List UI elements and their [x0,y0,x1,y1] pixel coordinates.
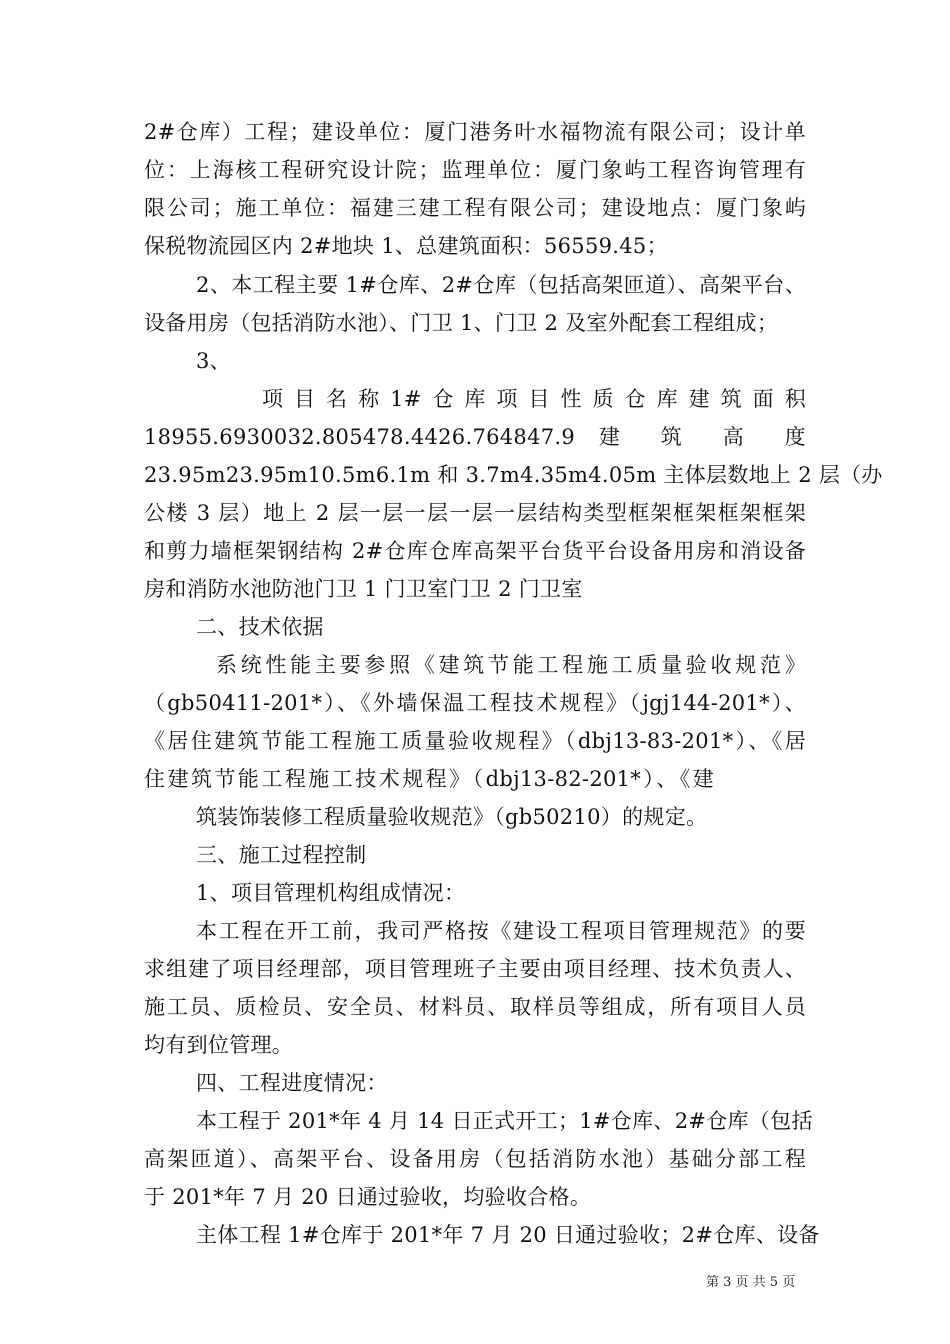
body-text-line: 筑装饰装修工程质量验收规范》（gb50210）的规定。 [196,805,708,829]
body-text-line: 保税物流园区内 2#地块 1、总建筑面积：56559.45； [144,234,668,258]
section-heading: 四、工程进度情况： [196,1071,388,1095]
body-text-line: 施工员、质检员、安全员、材料员、取样员等组成，所有项目人员 [144,995,806,1019]
body-text-line: 住建筑节能工程施工技术规程》（dbj13-82-201*）、《建 [144,767,714,791]
body-text-line: 本工程在开工前，我司严格按《建设工程项目管理规范》的要 [196,919,806,943]
body-text-line: 设备用房（包括消防水池）、门卫 1、门卫 2 及室外配套工程组成； [144,311,779,335]
section-heading: 二、技术依据 [196,615,324,639]
body-text-line: 项目名称1#仓库项目性质仓库建筑面积 [262,387,806,411]
body-text-line: 位：上海核工程研究设计院；监理单位：厦门象屿工程咨询管理有 [144,158,806,182]
body-text-line: 于 201*年 7 月 20 日通过验收，均验收合格。 [144,1185,592,1209]
page-number-footer: 第 3 页 共 5 页 [706,1275,796,1290]
body-text-line: 3、 [196,349,231,373]
body-text-line: 《居住建筑节能工程施工质量验收规程》（dbj13-83-201*）、《居 [144,729,806,753]
body-text-line: 公楼 3 层）地上 2 层一层一层一层一层结构类型框架框架框架框架 [144,501,806,525]
body-text-line: 限公司；施工单位：福建三建工程有限公司；建设地点：厦门象屿 [144,196,806,220]
section-heading: 三、施工过程控制 [196,843,367,867]
body-text-line: 和剪力墙框架钢结构 2#仓库仓库高架平台货平台设备用房和消设备 [144,539,806,563]
body-text-line: 18955.6930032.805478.4426.764847.9 建 筑 高 度 [144,425,806,449]
body-text-line: 求组建了项目经理部，项目管理班子主要由项目经理、技术负责人、 [144,957,806,981]
body-text-line: 23.95m23.95m10.5m6.1m 和 3.7m4.35m4.05m 主体层数地上 2 层（办 [144,463,883,487]
body-text-line: 均有到位管理。 [144,1033,294,1057]
body-text-line: 房和消防水池防池门卫 1 门卫室门卫 2 门卫室 [144,577,583,601]
body-text-line: 2、本工程主要 1#仓库、2#仓库（包括高架匝道）、高架平台、 [196,273,806,297]
body-text-line: （gb50411-201*）、《外墙保温工程技术规程》（jgj144-201*）、 [144,691,806,715]
body-text-line: 本工程于 201*年 4 月 14 日正式开工；1#仓库、2#仓库（包括 [196,1109,813,1133]
body-text-line: 2#仓库）工程；建设单位：厦门港务叶水福物流有限公司；设计单 [144,120,806,144]
subsection-heading: 1、项目管理机构组成情况： [196,881,466,905]
body-text-line: 系统性能主要参照《建筑节能工程施工质量验收规范》 [216,653,806,677]
body-text-line: 主体工程 1#仓库于 201*年 7 月 20 日通过验收；2#仓库、设备 [196,1223,820,1247]
body-text-line: 高架匝道）、高架平台、设备用房（包括消防水池）基础分部工程 [144,1147,806,1171]
